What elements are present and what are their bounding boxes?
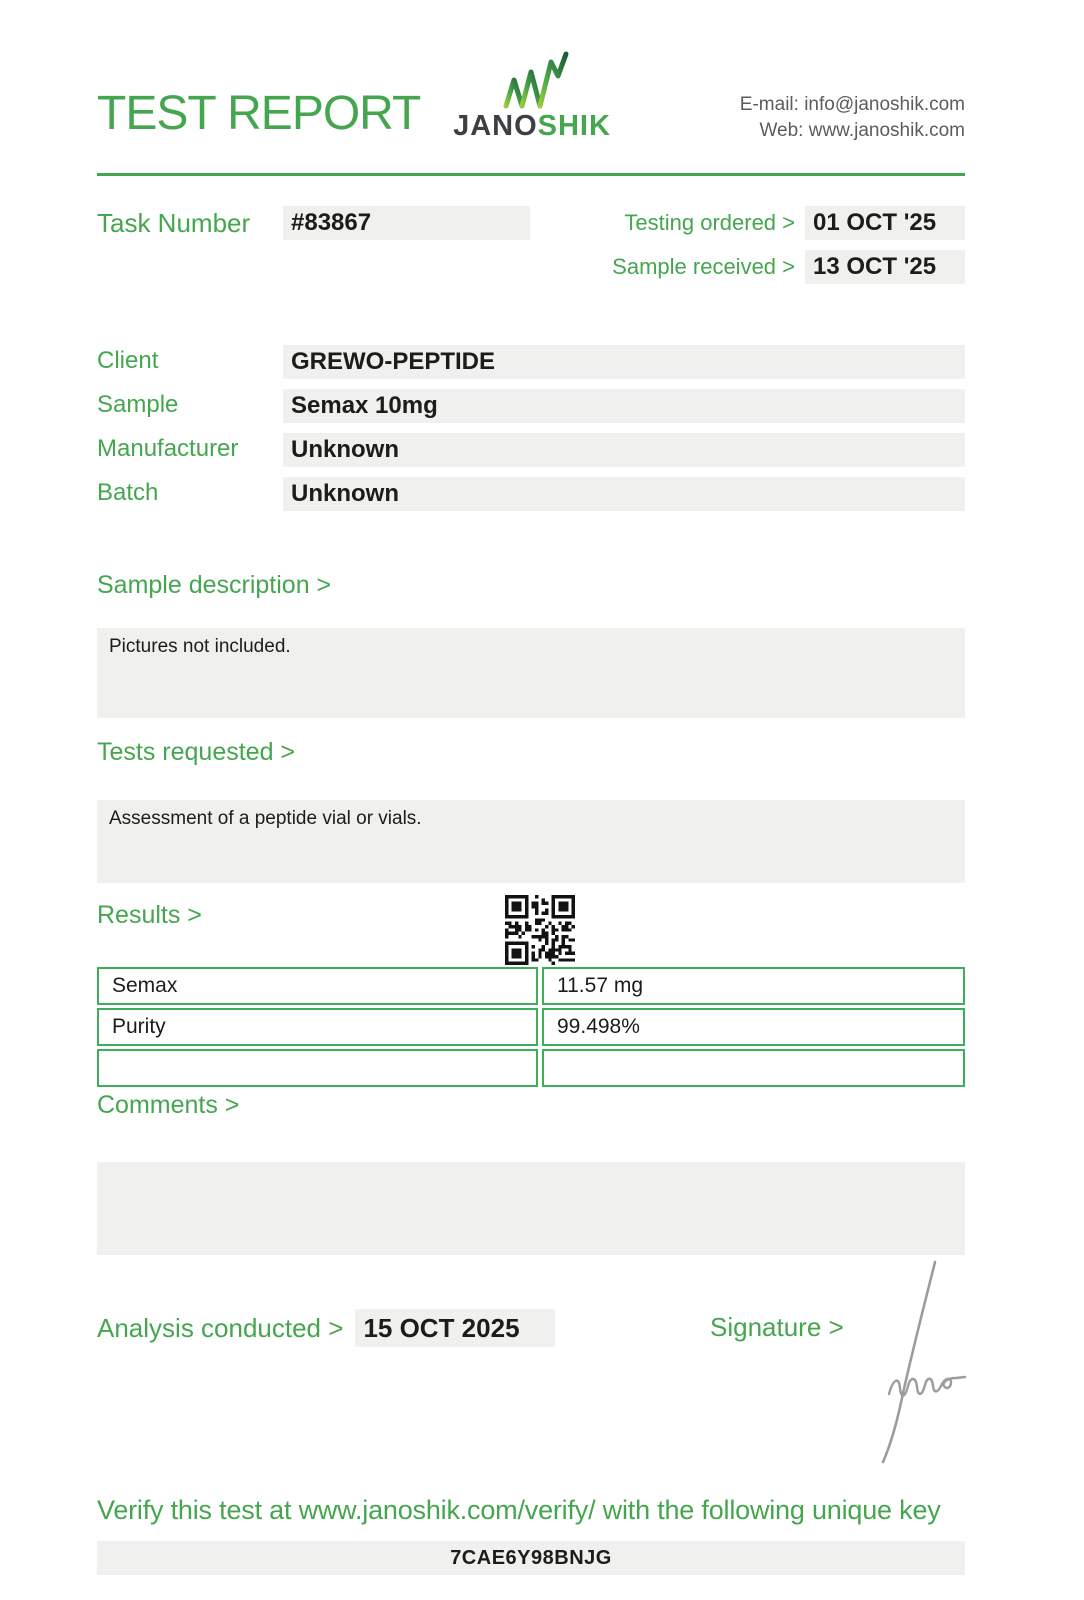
testing-ordered-row [602,206,965,240]
sample-received-field [805,250,965,284]
report-header [97,0,965,176]
result-value-cell: 11.57 mg [542,967,965,1005]
sample-info-section [97,345,965,511]
janoshik-logo [427,50,637,141]
results-band [97,883,965,967]
result-name-cell: Purity [97,1008,538,1046]
dates-block [602,206,965,284]
manufacturer-field [283,433,965,467]
task-section [97,206,965,284]
contact-web: Web: www.janoshik.com [759,119,965,141]
client-label: Client [97,347,159,374]
signature-label: Signature > [710,1312,844,1342]
comments-heading: Comments > [97,1091,240,1119]
tests-requested-heading: Tests requested > [97,738,296,766]
results-heading: Results > [97,901,202,929]
sample-field [283,389,965,423]
sample-received-label: Sample received > [612,254,795,279]
analysis-date-value: 15 OCT 2025 [363,1312,520,1343]
client-row [97,345,965,379]
tests-requested-box: Assessment of a peptide vial or vials. [97,800,965,883]
testing-ordered-field [805,206,965,240]
handwritten-signature-icon [847,1250,967,1470]
manufacturer-row [97,433,965,467]
results-table [97,967,965,1087]
sample-received-value: 13 OCT '25 [813,253,937,280]
analysis-signature-row [97,1308,965,1348]
testing-ordered-label: Testing ordered > [624,210,795,235]
sample-row [97,389,965,423]
manufacturer-label: Manufacturer [97,435,239,462]
verify-key-field [97,1541,965,1575]
contact-block [740,92,965,143]
client-field [283,345,965,379]
sample-received-row [602,250,965,284]
task-number-value: #83867 [291,209,372,236]
logo-wordmark [427,112,637,141]
result-name-cell: Semax [97,967,538,1005]
logo-word-left: JANO [453,110,538,142]
qr-code [505,895,575,965]
result-value-cell [542,1049,965,1087]
manufacturer-value: Unknown [291,436,399,463]
client-value: GREWO-PEPTIDE [291,348,496,375]
trend-chart-icon [427,50,637,110]
contact-email: E-mail: info@janoshik.com [739,94,965,115]
task-number-field [283,206,530,240]
logo-word-right: SHIK [537,110,611,142]
sample-description-heading: Sample description > [97,571,332,599]
verify-instruction: Verify this test at www.janoshik.com/verify/ with the following unique key [97,1495,941,1525]
results-row [97,967,965,1005]
page-title: TEST REPORT [97,87,421,140]
testing-ordered-value: 01 OCT '25 [813,209,937,236]
sample-description-box: Pictures not included. [97,628,965,718]
results-row [97,1049,965,1087]
results-row [97,1008,965,1046]
sample-label: Sample [97,391,179,418]
result-value-cell: 99.498% [542,1008,965,1046]
header-divider [97,173,965,176]
verify-key-value: 7CAE6Y98BNJG [450,1546,612,1569]
sample-value: Semax 10mg [291,392,438,419]
batch-value: Unknown [291,480,399,507]
analysis-date-field [355,1309,555,1347]
batch-label: Batch [97,479,159,506]
batch-row [97,477,965,511]
batch-field [283,477,965,511]
analysis-conducted-label: Analysis conducted > [97,1313,344,1343]
result-name-cell [97,1049,538,1087]
task-number-label: Task Number [97,208,251,238]
comments-box [97,1162,965,1255]
